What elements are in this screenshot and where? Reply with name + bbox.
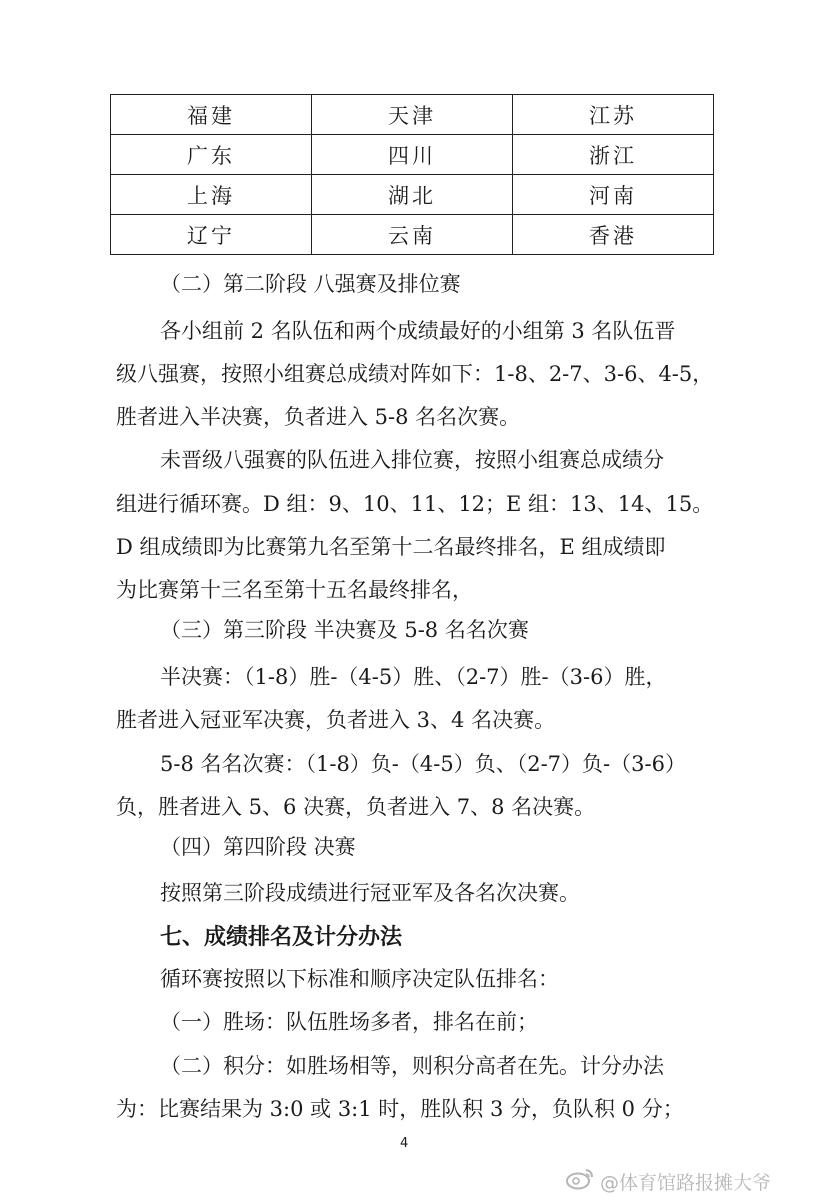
stage-two-heading: （二）第二阶段 八强赛及排位赛 xyxy=(160,272,461,296)
body-text-line: 为：比赛结果为 3:0 或 3:1 时，胜队积 3 分，负队积 0 分； xyxy=(116,1097,684,1121)
table-cell: 香港 xyxy=(513,215,714,255)
body-text-line: 负，胜者进入 5、6 决赛，负者进入 7、8 名决赛。 xyxy=(116,795,596,819)
table-cell: 江苏 xyxy=(513,95,714,135)
table-row xyxy=(111,135,714,175)
stage-three-heading: （三）第三阶段 半决赛及 5-8 名名次赛 xyxy=(160,618,529,642)
table-cell: 云南 xyxy=(312,215,513,255)
table-row xyxy=(111,95,714,135)
page-number: 4 xyxy=(400,1136,409,1151)
table-cell: 福建 xyxy=(111,95,312,135)
body-text-line: D 组成绩即为比赛第九名至第十二名最终排名，E 组成绩即 xyxy=(116,535,666,559)
section-seven-heading: 七、成绩排名及计分办法 xyxy=(160,924,403,950)
table-cell: 广东 xyxy=(111,135,312,175)
table-cell: 上海 xyxy=(111,175,312,215)
body-text-line: 组进行循环赛。D 组：9、10、11、12；E 组：13、14、15。 xyxy=(116,492,714,516)
body-text-line: 胜者进入半决赛，负者进入 5-8 名名次赛。 xyxy=(116,405,521,429)
body-text-line: 为比赛第十三名至第十五名最终排名， xyxy=(116,578,473,602)
body-text-line: 胜者进入冠亚军决赛，负者进入 3、4 名决赛。 xyxy=(116,708,556,732)
stage-four-heading: （四）第四阶段 决赛 xyxy=(160,835,356,859)
table-cell: 河南 xyxy=(513,175,714,215)
table-cell: 浙江 xyxy=(513,135,714,175)
table-row xyxy=(111,175,714,215)
body-text-line: 各小组前 2 名队伍和两个成绩最好的小组第 3 名队伍晋 xyxy=(160,319,676,343)
body-text-line: 循环赛按照以下标准和顺序决定队伍排名： xyxy=(160,967,559,991)
body-text-line: 5-8 名名次赛：（1-8）负-（4-5）负、（2-7）负-（3-6） xyxy=(160,752,686,776)
team-grouping-table xyxy=(110,94,714,255)
table-cell: 辽宁 xyxy=(111,215,312,255)
body-text-line: 未晋级八强赛的队伍进入排位赛，按照小组赛总成绩分 xyxy=(160,448,664,472)
body-text-line: 半决赛：（1-8）胜-（4-5）胜、（2-7）胜-（3-6）胜， xyxy=(160,665,667,689)
body-text-line: （一）胜场：队伍胜场多者，排名在前； xyxy=(160,1010,538,1034)
table-cell: 四川 xyxy=(312,135,513,175)
table-cell: 湖北 xyxy=(312,175,513,215)
body-text-line: 级八强赛，按照小组赛总成绩对阵如下：1-8、2-7、3-6、4-5， xyxy=(116,362,714,386)
table-cell: 天津 xyxy=(312,95,513,135)
weibo-logo-icon xyxy=(565,1166,595,1190)
watermark: @体育馆路报摊大爷 xyxy=(600,1172,772,1194)
body-text-line: 按照第三阶段成绩进行冠亚军及各名次决赛。 xyxy=(160,881,580,905)
table-row xyxy=(111,215,714,255)
body-text-line: （二）积分：如胜场相等，则积分高者在先。计分办法 xyxy=(160,1054,664,1078)
